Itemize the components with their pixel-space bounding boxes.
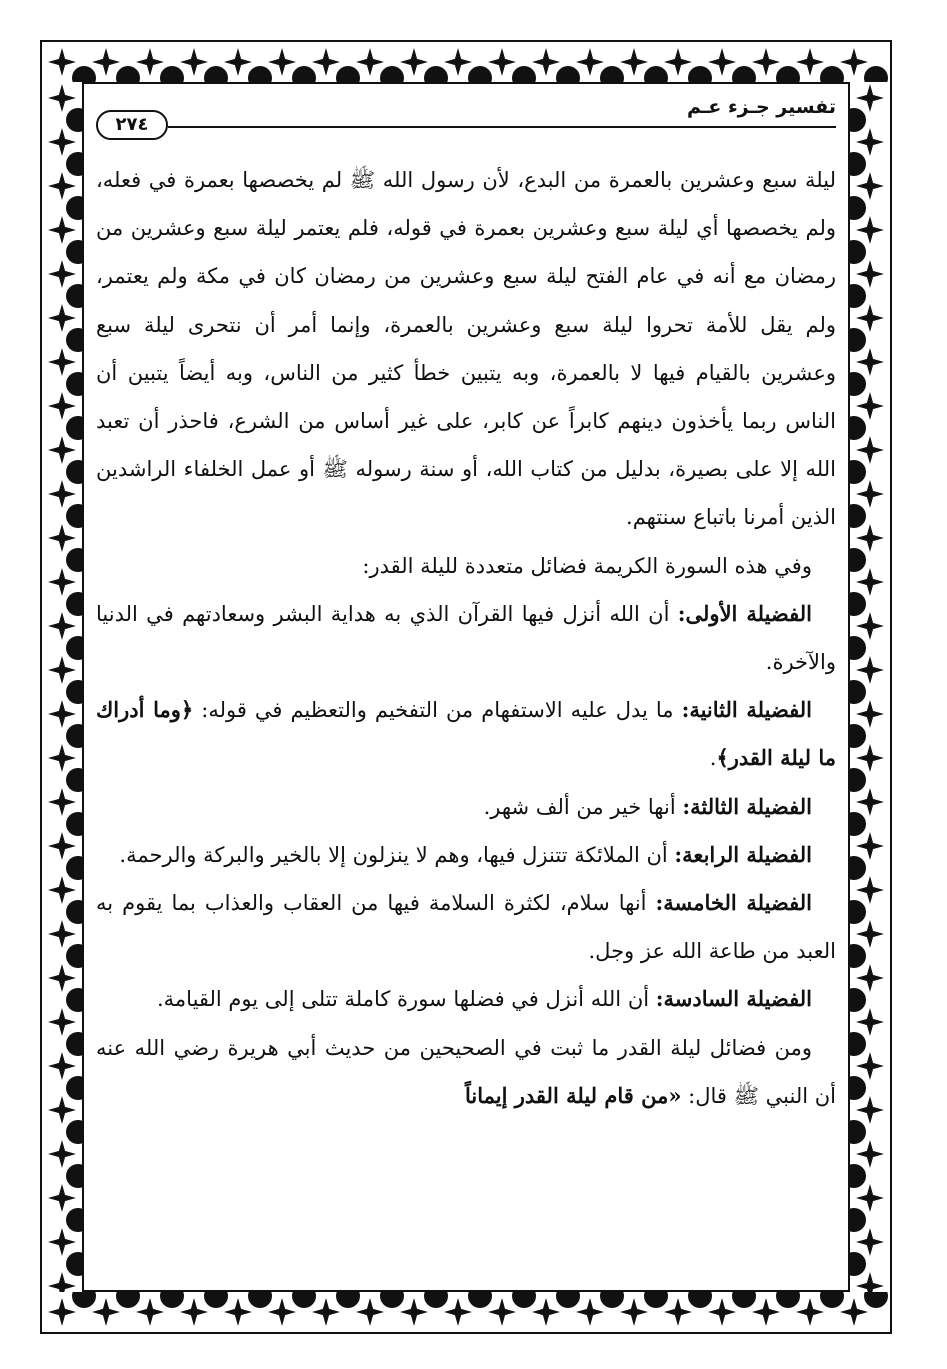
star-ornament-icon — [488, 48, 516, 76]
arch-ornament-icon — [66, 1076, 82, 1100]
star-ornament-icon — [856, 524, 884, 552]
star-ornament-icon — [48, 304, 76, 332]
arch-ornament-icon — [66, 372, 82, 396]
virtue-3 — [96, 783, 836, 831]
star-ornament-icon — [856, 1228, 884, 1256]
page-number: ٢٧٤ — [96, 110, 168, 140]
star-ornament-icon — [840, 1298, 868, 1326]
arch-ornament-icon — [66, 1208, 82, 1232]
arch-ornament-icon — [72, 66, 96, 82]
star-ornament-icon — [620, 48, 648, 76]
arch-ornament-icon — [66, 900, 82, 924]
star-ornament-icon — [48, 1096, 76, 1124]
arch-ornament-icon — [850, 460, 866, 484]
arch-ornament-icon — [864, 66, 888, 82]
star-ornament-icon — [856, 832, 884, 860]
star-ornament-icon — [576, 1298, 604, 1326]
arch-ornament-icon — [820, 1292, 844, 1308]
arch-ornament-icon — [468, 66, 492, 82]
star-ornament-icon — [48, 172, 76, 200]
arch-ornament-icon — [66, 284, 82, 308]
star-ornament-icon — [856, 392, 884, 420]
arch-ornament-icon — [850, 944, 866, 968]
arch-ornament-icon — [732, 66, 756, 82]
arch-ornament-icon — [556, 1292, 580, 1308]
star-ornament-icon — [48, 348, 76, 376]
star-ornament-icon — [856, 1096, 884, 1124]
virtue-label: الفضيلة الخامسة: — [655, 890, 812, 916]
star-ornament-icon — [856, 744, 884, 772]
virtue-4 — [96, 831, 836, 879]
virtue-label: الفضيلة السادسة: — [655, 986, 812, 1012]
arch-ornament-icon — [66, 108, 82, 132]
virtue-label: الفضيلة الثالثة: — [682, 793, 812, 819]
arch-ornament-icon — [66, 1252, 82, 1276]
arch-ornament-icon — [66, 680, 82, 704]
arch-ornament-icon — [66, 152, 82, 176]
arch-ornament-icon — [850, 812, 866, 836]
virtue-text: أن الله أنزل في فضلها سورة كاملة تتلى إلى يوم القيامة. — [156, 987, 656, 1012]
arch-ornament-icon — [850, 1032, 866, 1056]
virtue-5 — [96, 879, 836, 975]
arch-ornament-icon — [336, 66, 360, 82]
virtue-label: الفضيلة الثانية: — [681, 697, 813, 723]
star-ornament-icon — [856, 656, 884, 684]
star-ornament-icon — [488, 1298, 516, 1326]
arch-ornament-icon — [66, 548, 82, 572]
arch-ornament-icon — [850, 328, 866, 352]
arch-ornament-icon — [66, 196, 82, 220]
star-ornament-icon — [856, 920, 884, 948]
star-ornament-icon — [48, 128, 76, 156]
arch-ornament-icon — [850, 152, 866, 176]
virtue-text: أن الله أنزل فيها القرآن الذي به هداية البشر وسعادتهم في الدنيا والآخرة. — [96, 601, 836, 675]
arch-ornament-icon — [850, 988, 866, 1012]
arch-ornament-icon — [850, 680, 866, 704]
arch-ornament-icon — [850, 548, 866, 572]
body-text — [96, 156, 836, 1120]
arch-ornament-icon — [864, 1292, 888, 1308]
arch-ornament-icon — [732, 1292, 756, 1308]
ornament-border-left — [42, 82, 82, 1292]
arch-ornament-icon — [820, 66, 844, 82]
star-ornament-icon — [180, 1298, 208, 1326]
star-ornament-icon — [856, 128, 884, 156]
star-ornament-icon — [856, 1184, 884, 1212]
arch-ornament-icon — [66, 240, 82, 264]
star-ornament-icon — [48, 84, 76, 112]
arch-ornament-icon — [850, 240, 866, 264]
arch-ornament-icon — [66, 724, 82, 748]
star-ornament-icon — [856, 348, 884, 376]
arch-ornament-icon — [292, 66, 316, 82]
star-ornament-icon — [48, 1298, 76, 1326]
star-ornament-icon — [48, 920, 76, 948]
arch-ornament-icon — [850, 108, 866, 132]
arch-ornament-icon — [380, 1292, 404, 1308]
virtue-6 — [96, 975, 836, 1023]
arch-ornament-icon — [66, 460, 82, 484]
virtue-label: الفضيلة الأولى: — [677, 600, 812, 626]
star-ornament-icon — [856, 876, 884, 904]
arch-ornament-icon — [776, 1292, 800, 1308]
star-ornament-icon — [856, 612, 884, 640]
star-ornament-icon — [48, 1140, 76, 1168]
arch-ornament-icon — [850, 372, 866, 396]
star-ornament-icon — [856, 1140, 884, 1168]
arch-ornament-icon — [850, 768, 866, 792]
star-ornament-icon — [48, 48, 76, 76]
star-ornament-icon — [48, 480, 76, 508]
arch-ornament-icon — [850, 1252, 866, 1276]
star-ornament-icon — [48, 656, 76, 684]
star-ornament-icon — [48, 832, 76, 860]
arch-ornament-icon — [850, 900, 866, 924]
arch-ornament-icon — [850, 504, 866, 528]
star-ornament-icon — [48, 436, 76, 464]
paragraph-1: ليلة سبع وعشرين بالعمرة من البدع، لأن رسول الله ﷺ لم يخصصها بعمرة في فعله، ولم يخصصها أي ليلة سبع وعشرين بعمرة في قوله، فلم يعتمر ليلة سبع وعشرين من رمضان مع أنه في عام الفتح ليلة سبع وعشرين من رمضان كان في مكة ولم يعتمر، ولم يقل للأمة تحروا ليلة سبع وعشرين بالعمرة، وإنما أمر أن نتحرى ليلة سبع وعشرين بالقيام فيها لا بالعمرة، وبه يتبين خطأ كثير من الناس، وبه أيضاً يتبين أن الناس ربما يأخذون دينهم كابراً عن كابر، على غير أساس من الشرع، فاحذر أن تعبد الله إلا على بصيرة، بدليل من كتاب الله، أو سنة رسوله ﷺ أو عمل الخلفاء الراشدين الذين أمرنا باتباع سنتهم. — [96, 168, 836, 530]
star-ornament-icon — [356, 48, 384, 76]
star-ornament-icon — [48, 1184, 76, 1212]
arch-ornament-icon — [850, 284, 866, 308]
arch-ornament-icon — [204, 66, 228, 82]
arch-ornament-icon — [248, 1292, 272, 1308]
star-ornament-icon — [532, 48, 560, 76]
star-ornament-icon — [48, 392, 76, 420]
arch-ornament-icon — [66, 988, 82, 1012]
star-ornament-icon — [620, 1298, 648, 1326]
star-ornament-icon — [180, 48, 208, 76]
star-ornament-icon — [48, 612, 76, 640]
arch-ornament-icon — [776, 66, 800, 82]
arch-ornament-icon — [66, 856, 82, 880]
arch-ornament-icon — [850, 592, 866, 616]
arch-ornament-icon — [66, 504, 82, 528]
arch-ornament-icon — [160, 66, 184, 82]
star-ornament-icon — [356, 1298, 384, 1326]
arch-ornament-icon — [850, 1164, 866, 1188]
star-ornament-icon — [48, 788, 76, 816]
book-title: تفسير جـزء عـم — [686, 96, 836, 118]
arch-ornament-icon — [512, 66, 536, 82]
running-header — [96, 96, 836, 136]
arch-ornament-icon — [66, 812, 82, 836]
arch-ornament-icon — [850, 1076, 866, 1100]
star-ornament-icon — [752, 48, 780, 76]
star-ornament-icon — [664, 1298, 692, 1326]
star-ornament-icon — [48, 744, 76, 772]
arch-ornament-icon — [248, 66, 272, 82]
virtue-2 — [96, 686, 836, 782]
arch-ornament-icon — [72, 1292, 96, 1308]
virtue-label: الفضيلة الرابعة: — [674, 841, 812, 867]
arch-ornament-icon — [66, 1164, 82, 1188]
arch-ornament-icon — [66, 1120, 82, 1144]
arch-ornament-icon — [850, 1208, 866, 1232]
arch-ornament-icon — [204, 1292, 228, 1308]
star-ornament-icon — [856, 1272, 884, 1292]
quran-quote: ﴿وما أدراك ما ليلة القدر﴾ — [96, 697, 836, 771]
hadith-intro: ومن فضائل ليلة القدر ما ثبت في الصحيحين من حديث أبي هريرة رضي الله عنه أن النبي ﷺ قال: — [96, 1035, 836, 1108]
star-ornament-icon — [856, 480, 884, 508]
arch-ornament-icon — [116, 1292, 140, 1308]
star-ornament-icon — [708, 48, 736, 76]
star-ornament-icon — [136, 48, 164, 76]
star-ornament-icon — [224, 1298, 252, 1326]
star-ornament-icon — [136, 1298, 164, 1326]
star-ornament-icon — [856, 1008, 884, 1036]
arch-ornament-icon — [468, 1292, 492, 1308]
arch-ornament-icon — [66, 328, 82, 352]
star-ornament-icon — [840, 48, 868, 76]
arch-ornament-icon — [644, 66, 668, 82]
star-ornament-icon — [48, 1272, 76, 1292]
star-ornament-icon — [48, 876, 76, 904]
star-ornament-icon — [856, 84, 884, 112]
star-ornament-icon — [444, 1298, 472, 1326]
star-ornament-icon — [664, 48, 692, 76]
arch-ornament-icon — [66, 416, 82, 440]
virtue-1 — [96, 590, 836, 686]
virtue-text: أنها سلام، لكثرة السلامة فيها من العقاب والعذاب بما يقوم به العبد من طاعة الله عز وجل. — [96, 891, 836, 964]
star-ornament-icon — [796, 48, 824, 76]
star-ornament-icon — [856, 964, 884, 992]
arch-ornament-icon — [66, 1032, 82, 1056]
arch-ornament-icon — [850, 196, 866, 220]
star-ornament-icon — [856, 700, 884, 728]
arch-ornament-icon — [512, 1292, 536, 1308]
star-ornament-icon — [92, 1298, 120, 1326]
ornament-border-top — [42, 42, 890, 82]
arch-ornament-icon — [850, 416, 866, 440]
star-ornament-icon — [312, 1298, 340, 1326]
arch-ornament-icon — [688, 1292, 712, 1308]
star-ornament-icon — [400, 1298, 428, 1326]
paragraph-2: وفي هذه السورة الكريمة فضائل متعددة لليلة القدر: — [362, 553, 812, 578]
star-ornament-icon — [48, 1008, 76, 1036]
arch-ornament-icon — [66, 944, 82, 968]
star-ornament-icon — [268, 1298, 296, 1326]
arch-ornament-icon — [850, 636, 866, 660]
hadith-quote: «من قام ليلة القدر إيماناً — [465, 1082, 682, 1108]
virtue-text: أن الملائكة تتنزل فيها، وهم لا ينزلون إلا بالخير والبركة والرحمة. — [119, 842, 675, 867]
virtue-text: ما يدل عليه الاستفهام من التفخيم والتعظيم في قوله: — [193, 698, 682, 723]
star-ornament-icon — [856, 568, 884, 596]
arch-ornament-icon — [556, 66, 580, 82]
star-ornament-icon — [856, 1052, 884, 1080]
star-ornament-icon — [576, 48, 604, 76]
star-ornament-icon — [708, 1298, 736, 1326]
star-ornament-icon — [48, 216, 76, 244]
paragraph-last — [96, 1024, 836, 1120]
star-ornament-icon — [400, 48, 428, 76]
header-rule — [168, 126, 836, 128]
star-ornament-icon — [856, 172, 884, 200]
star-ornament-icon — [48, 524, 76, 552]
arch-ornament-icon — [66, 592, 82, 616]
star-ornament-icon — [856, 216, 884, 244]
star-ornament-icon — [48, 260, 76, 288]
arch-ornament-icon — [424, 1292, 448, 1308]
arch-ornament-icon — [688, 66, 712, 82]
arch-ornament-icon — [850, 1120, 866, 1144]
arch-ornament-icon — [850, 724, 866, 748]
star-ornament-icon — [48, 1052, 76, 1080]
virtue-tail: . — [709, 746, 717, 771]
arch-ornament-icon — [66, 636, 82, 660]
star-ornament-icon — [312, 48, 340, 76]
arch-ornament-icon — [66, 768, 82, 792]
arch-ornament-icon — [424, 66, 448, 82]
arch-ornament-icon — [850, 856, 866, 880]
star-ornament-icon — [48, 700, 76, 728]
star-ornament-icon — [92, 48, 120, 76]
star-ornament-icon — [48, 1228, 76, 1256]
star-ornament-icon — [48, 964, 76, 992]
ornament-border-right — [850, 82, 890, 1292]
arch-ornament-icon — [116, 66, 140, 82]
star-ornament-icon — [48, 568, 76, 596]
arch-ornament-icon — [160, 1292, 184, 1308]
arch-ornament-icon — [644, 1292, 668, 1308]
star-ornament-icon — [856, 788, 884, 816]
star-ornament-icon — [752, 1298, 780, 1326]
star-ornament-icon — [444, 48, 472, 76]
star-ornament-icon — [268, 48, 296, 76]
star-ornament-icon — [796, 1298, 824, 1326]
arch-ornament-icon — [380, 66, 404, 82]
star-ornament-icon — [224, 48, 252, 76]
arch-ornament-icon — [336, 1292, 360, 1308]
star-ornament-icon — [532, 1298, 560, 1326]
virtue-text: أنها خير من ألف شهر. — [483, 794, 683, 819]
arch-ornament-icon — [600, 66, 624, 82]
arch-ornament-icon — [600, 1292, 624, 1308]
star-ornament-icon — [856, 304, 884, 332]
ornament-border-bottom — [42, 1292, 890, 1332]
star-ornament-icon — [856, 436, 884, 464]
star-ornament-icon — [856, 260, 884, 288]
arch-ornament-icon — [292, 1292, 316, 1308]
